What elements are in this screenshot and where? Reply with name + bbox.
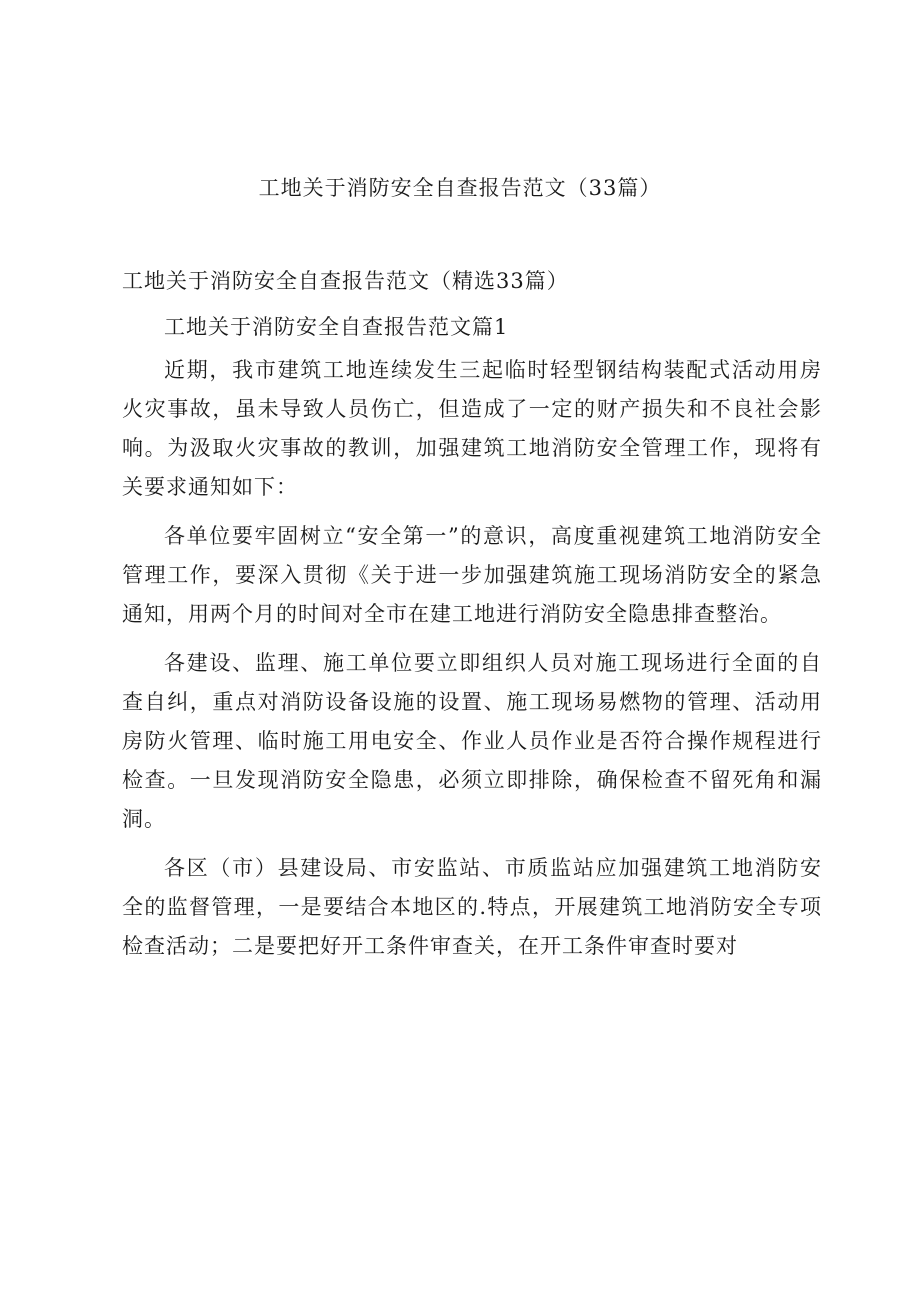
- paragraph-4: 各区（市）县建设局、市安监站、市质监站应加强建筑工地消防安全的监督管理，一是要结合本地区的.特点，开展建筑工地消防安全专项检查活动；二是要把好开工条件审查关，在开工条件审查时要对: [122, 856, 822, 958]
- document-subtitle: 工地关于消防安全自查报告范文（精选33篇）: [122, 269, 569, 293]
- paragraph-3: 各建设、监理、施工单位要立即组织人员对施工现场进行全面的自查自纠，重点对消防设备设施的设置、施工现场易燃物的管理、活动用房防火管理、临时施工用电安全、作业人员作业是否符合操作规程进行检查。一旦发现消防安全隐患，必须立即排除，确保检查不留死角和漏洞。: [122, 651, 822, 831]
- paragraph-2: 各单位要牢固树立“安全第一”的意识，高度重视建筑工地消防安全管理工作，要深入贯彻《关于进一步加强建筑施工现场消防安全的紧急通知，用两个月的时间对全市在建工地进行消防安全隐患排查整治。: [122, 524, 822, 626]
- section-heading: 工地关于消防安全自查报告范文篇1: [164, 315, 509, 339]
- paragraph-1: 近期，我市建筑工地连续发生三起临时轻型钢结构装配式活动用房火灾事故，虽未导致人员伤亡，但造成了一定的财产损失和不良社会影响。为汲取火灾事故的教训，加强建筑工地消防安全管理工作，现将有关要求通知如下：: [122, 358, 822, 499]
- document-title: 工地关于消防安全自查报告范文（33篇）: [258, 176, 662, 200]
- document-body: [122, 266, 822, 976]
